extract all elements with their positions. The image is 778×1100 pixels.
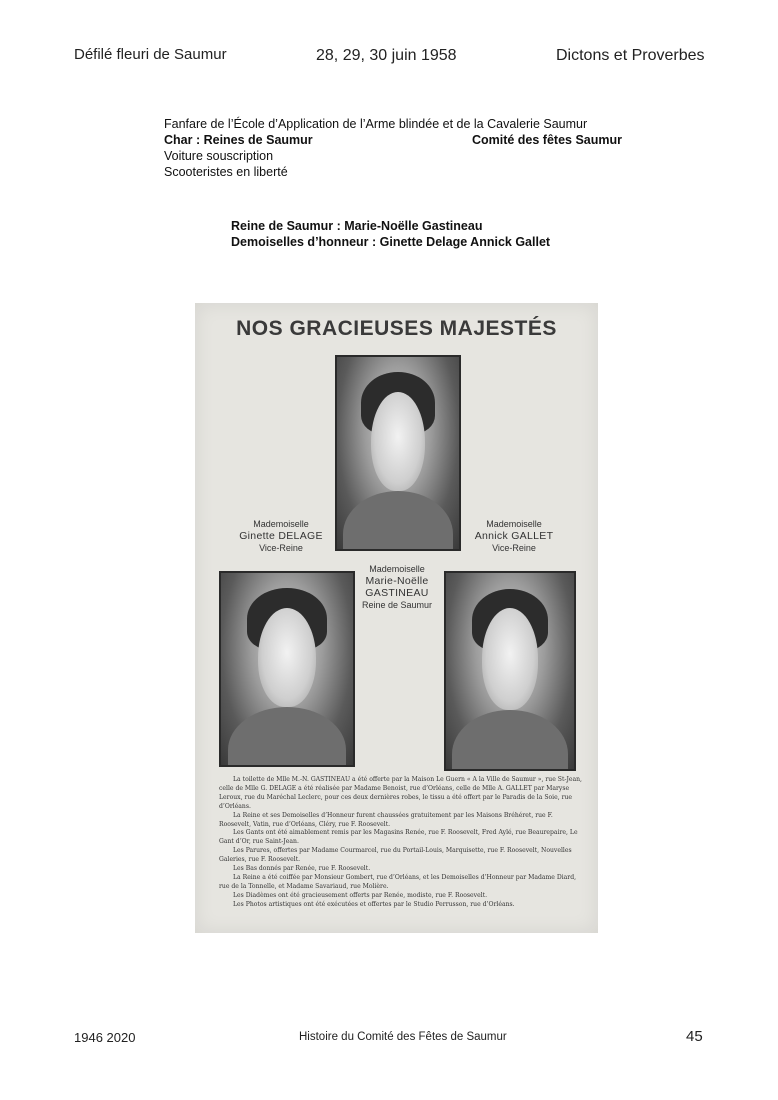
- programme: [164, 116, 624, 180]
- footer-years: 1946 2020: [74, 1030, 136, 1045]
- clipping-title: NOS GRACIEUSES MAJESTÉS: [236, 317, 557, 340]
- credit-paragraph: Les Bas donnés par Renée, rue F. Roosevelt.: [233, 865, 371, 873]
- header-date: 28, 29, 30 juin 1958: [316, 47, 457, 64]
- header-right: Dictons et Proverbes: [556, 47, 705, 64]
- programme-voiture: Voiture souscription: [164, 149, 274, 163]
- footer-title: Histoire du Comité des Fêtes de Saumur: [299, 1031, 507, 1043]
- programme-scooteristes: Scooteristes en liberté: [164, 165, 288, 179]
- caption-gallet: Mademoiselle Annick GALLET Vice-Reine: [474, 519, 554, 553]
- header-left: Défilé fleuri de Saumur: [74, 46, 227, 63]
- photo-queen: [335, 355, 461, 551]
- programme-comite: Comité des fêtes Saumur: [471, 133, 622, 147]
- newspaper-clipping: [195, 303, 598, 933]
- page-number: 45: [686, 1028, 703, 1045]
- programme-fanfare: Fanfare de l’École d’Application de l’Arme blindée et de la Cavalerie Saumur: [164, 117, 588, 131]
- credit-paragraph: La Reine a été coiffée par Monsieur Gombert, rue d’Orléans, et les Demoiselles d’Honneur par Madame Diard, rue de la Tonnelle, et Madame Savariaud, rue Molière.: [219, 873, 577, 890]
- credit-paragraph: La Reine et ses Demoiselles d’Honneur furent chaussées gratuitement par les Maisons Bréhéret, rue F. Roosevelt, Vatin, rue d’Orléans, Cléry, rue F. Roosevelt.: [219, 811, 553, 828]
- credit-paragraph: Les Photos artistiques ont été exécutées et offertes par le Studio Perrusson, rue d’Orléans.: [233, 900, 515, 908]
- photo-delage: [219, 571, 355, 767]
- royalty: [231, 218, 550, 250]
- queen-line: Reine de Saumur : Marie-Noëlle Gastineau: [231, 219, 483, 233]
- caption-gastineau: Mademoiselle Marie-Noëlle GASTINEAU Reine de Saumur: [361, 564, 433, 610]
- programme-char: Char : Reines de Saumur: [164, 133, 313, 147]
- clipping-credits: [219, 776, 584, 910]
- caption-delage: Mademoiselle Ginette DELAGE Vice-Reine: [239, 519, 323, 553]
- credit-paragraph: Les Diadèmes ont été gracieusement offerts par Renée, modiste, rue F. Roosevelt.: [233, 891, 488, 899]
- programme-char-row: [164, 132, 622, 148]
- photo-gallet: [444, 571, 576, 771]
- credit-paragraph: Les Parures, offertes par Madame Courmarcel, rue du Portail-Louis, Marquisette, rue F. Roosevelt, Nouvelles Galeries, rue F. Roosevelt.: [219, 847, 572, 864]
- maids-line: Demoiselles d’honneur : Ginette Delage Annick Gallet: [231, 235, 551, 249]
- credit-paragraph: Les Gants ont été aimablement remis par les Magasins Renée, rue F. Roosevelt, Fred Aylé, rue Beaurepaire, Le Gant d’Or, rue Saint-Jean.: [219, 829, 578, 846]
- credit-paragraph: La toilette de Mlle M.-N. GASTINEAU a été offerte par la Maison Le Guern « A la Ville de Saumur », rue St-Jean, celle de Mlle G. DELAGE a été réalisée par Madame Benoist, rue d’Orléans, celle de Mlle A. GALLET par Maryse Leroux, rue du Maréchal Leclerc, pour ces deux dernières robes, le tissu a été offert par le Paradis de la Soie, rue d’Orléans.: [219, 776, 582, 810]
